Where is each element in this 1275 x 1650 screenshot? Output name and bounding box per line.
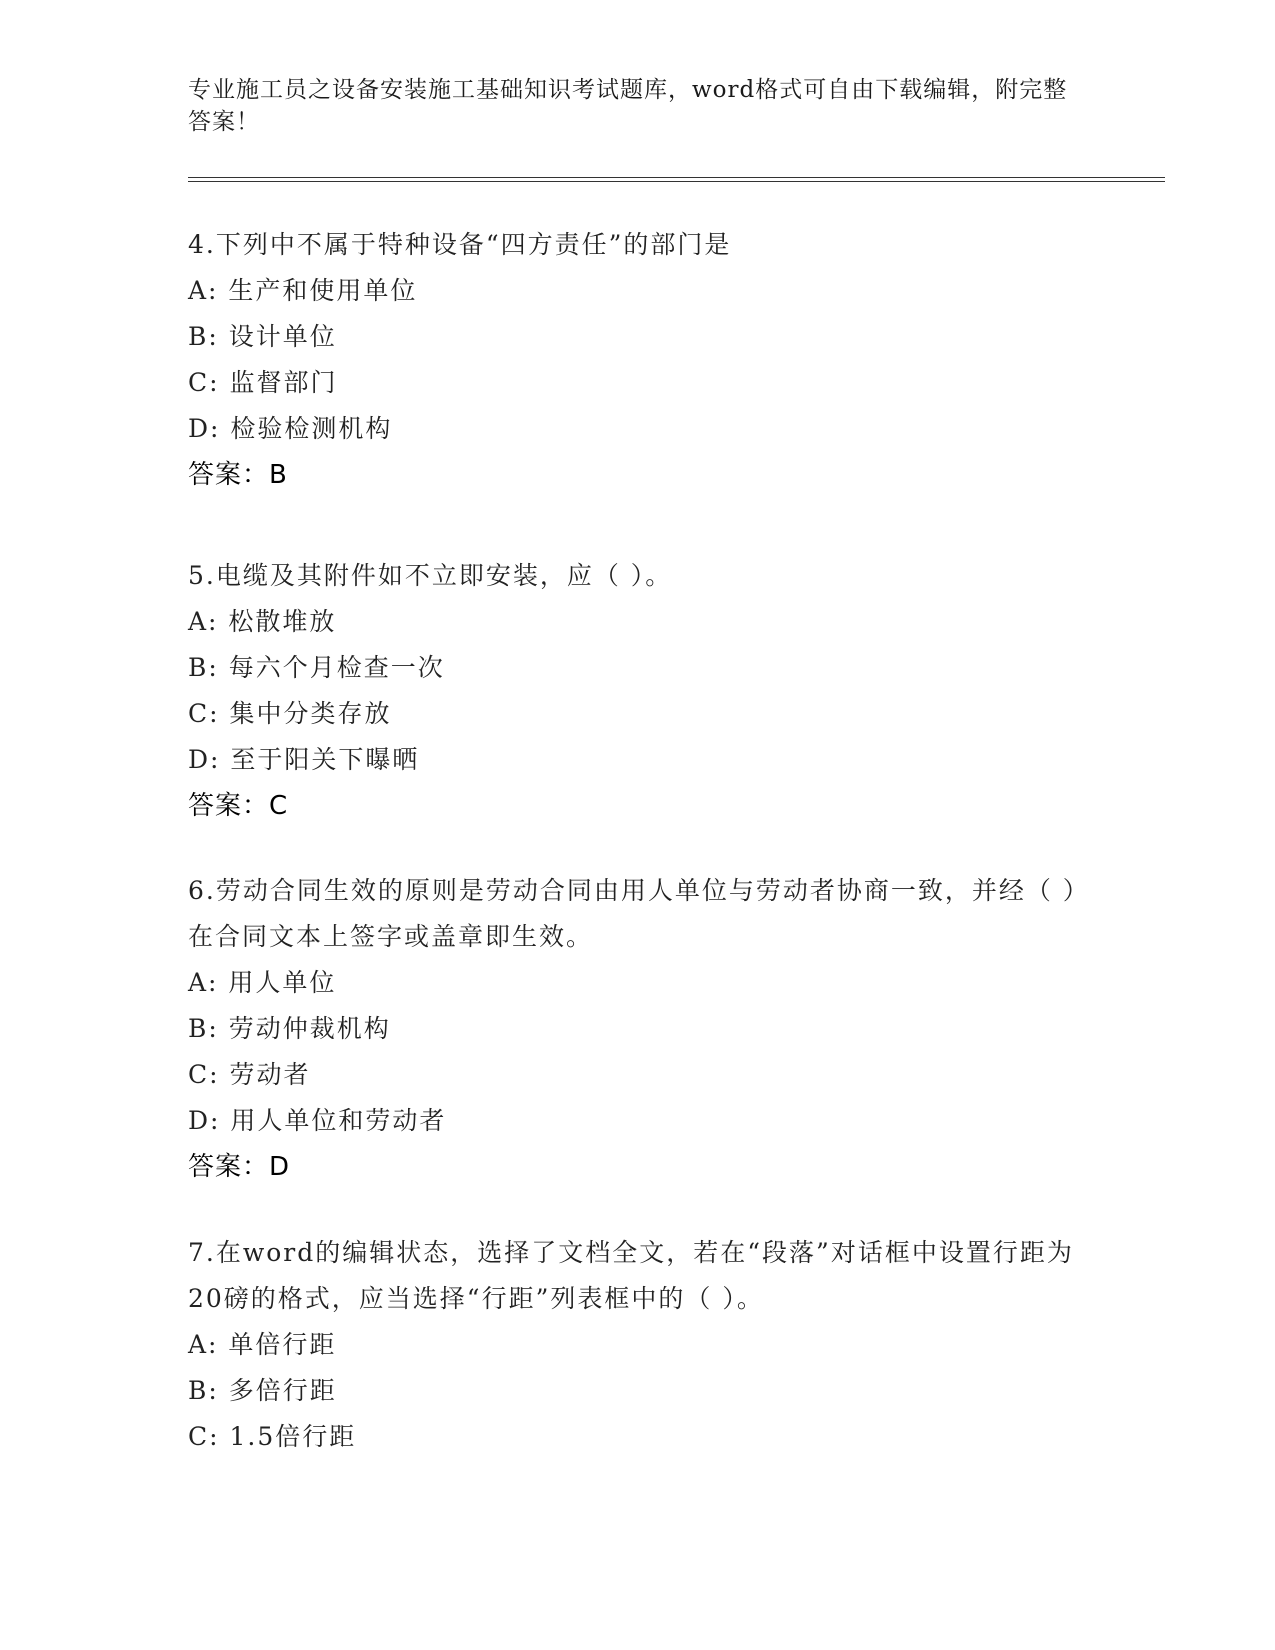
option-c: C: 劳动者: [188, 1060, 311, 1089]
option-d: D: 至于阳关下曝晒: [188, 745, 420, 774]
option-a: A: 松散堆放: [188, 607, 337, 636]
document-header: 专业施工员之设备安装施工基础知识考试题库，word格式可自由下载编辑，附完整答案！: [188, 77, 1068, 135]
option-b: B: 劳动仲裁机构: [188, 1014, 391, 1043]
answer: 答案：C: [188, 791, 289, 821]
option-b: B: 每六个月检查一次: [188, 653, 445, 682]
question-4: [188, 222, 1088, 498]
option-b: B: 设计单位: [188, 322, 337, 351]
question-7: [188, 1230, 1088, 1460]
option-d: D: 用人单位和劳动者: [188, 1106, 447, 1135]
question-5: [188, 553, 1088, 829]
question-stem: 5.电缆及其附件如不立即安装，应（ ）。: [188, 561, 673, 590]
option-a: A: 用人单位: [188, 968, 337, 997]
header-divider: [188, 177, 1165, 182]
option-b: B: 多倍行距: [188, 1376, 337, 1405]
option-c: C: 监督部门: [188, 368, 338, 397]
answer: 答案：B: [188, 460, 288, 490]
question-stem: 7.在word的编辑状态，选择了文档全文，若在“段落”对话框中设置行距为20磅的格式，应当选择“行距”列表框中的（ ）。: [188, 1238, 1074, 1313]
question-6: [188, 868, 1088, 1190]
option-c: C: 1.5倍行距: [188, 1422, 357, 1451]
option-a: A: 单倍行距: [188, 1330, 337, 1359]
question-stem: 6.劳动合同生效的原则是劳动合同由用人单位与劳动者协商一致，并经（ ）在合同文本上签字或盖章即生效。: [188, 876, 1078, 951]
option-d: D: 检验检测机构: [188, 414, 393, 443]
option-a: A: 生产和使用单位: [188, 276, 418, 305]
question-stem: 4.下列中不属于特种设备“四方责任”的部门是: [188, 230, 732, 259]
option-c: C: 集中分类存放: [188, 699, 392, 728]
answer: 答案：D: [188, 1152, 291, 1182]
